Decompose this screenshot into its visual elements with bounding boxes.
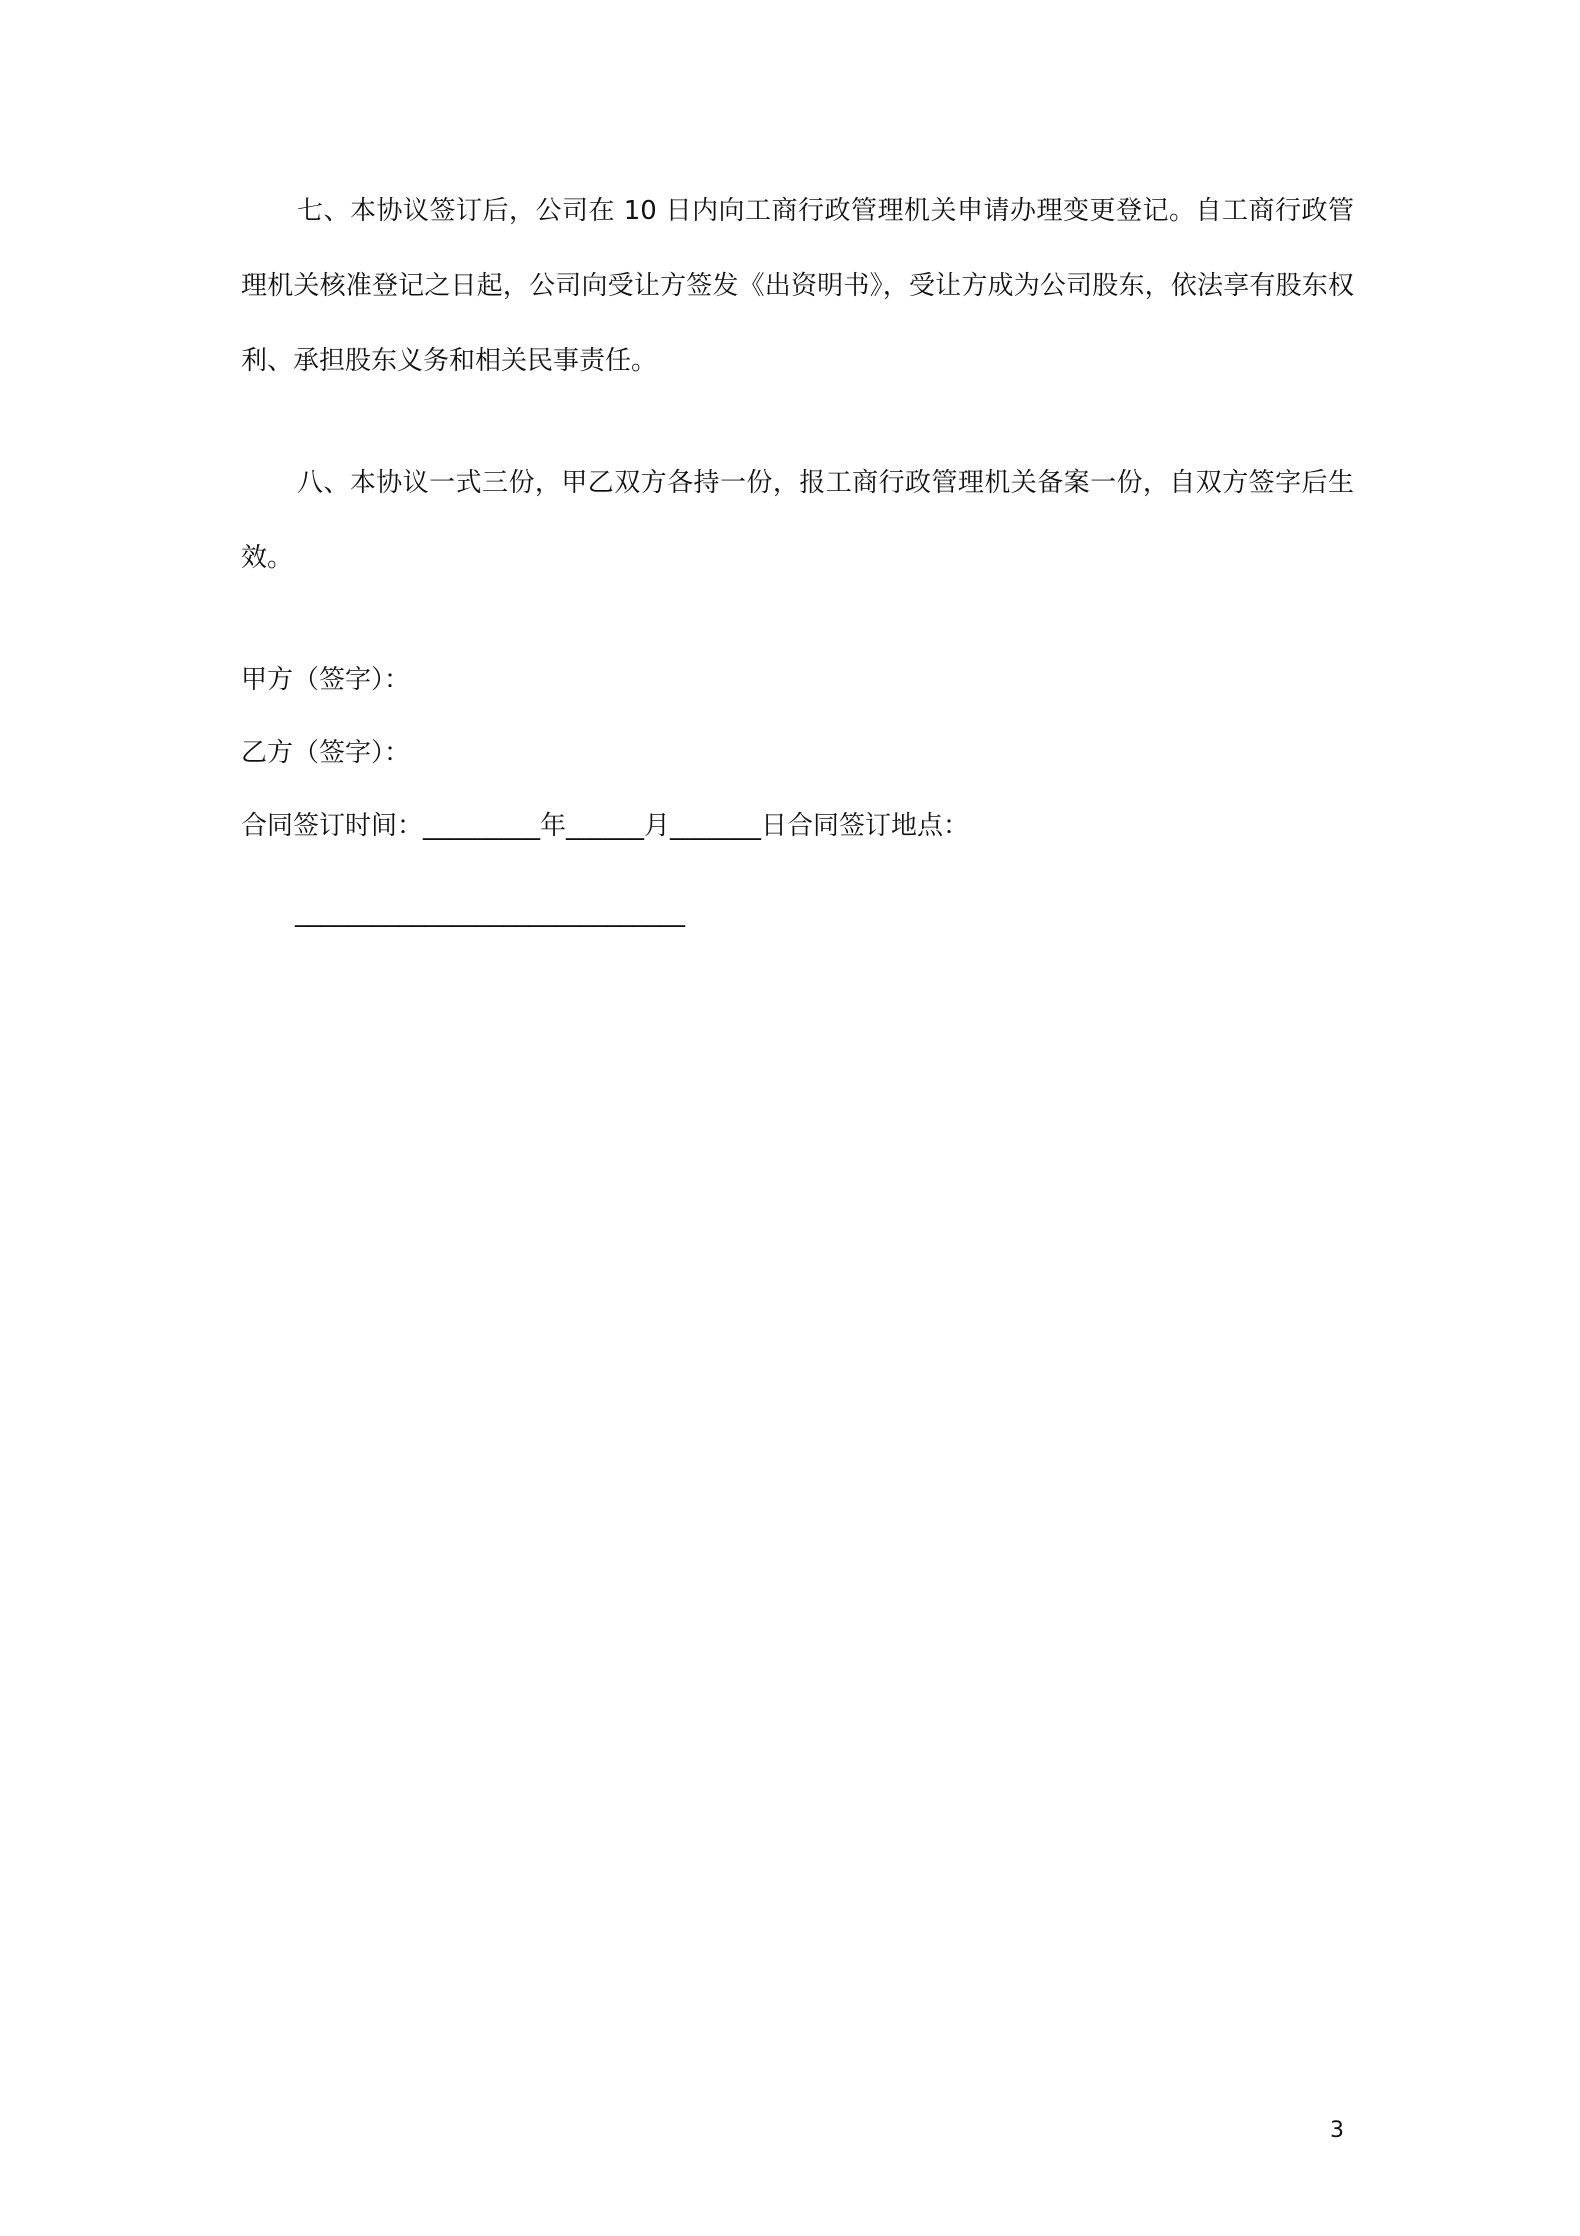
clause-seven: 七、本协议签订后，公司在 10 日内向工商行政管理机关申请办理变更登记。自工商行政管理机关核准登记之日起，公司向受让方签发《出资明书》，受让方成为公司股东，依法享有股东权利、承担股东义务和相关民事责任。 bbox=[241, 196, 1354, 376]
signing-date-place-line: 合同签订时间：_________年______月_______日合同签订地点： bbox=[241, 811, 970, 841]
page-number: 3 bbox=[1330, 2118, 1344, 2143]
clause-eight: 八、本协议一式三份，甲乙双方各持一份，报工商行政管理机关备案一份，自双方签字后生效。 bbox=[241, 468, 1354, 573]
signing-place-blank: ______________________________ bbox=[295, 898, 685, 928]
party-b-signature-label: 乙方（签字）： bbox=[241, 738, 411, 768]
party-a-signature-label: 甲方（签字）： bbox=[241, 665, 411, 695]
